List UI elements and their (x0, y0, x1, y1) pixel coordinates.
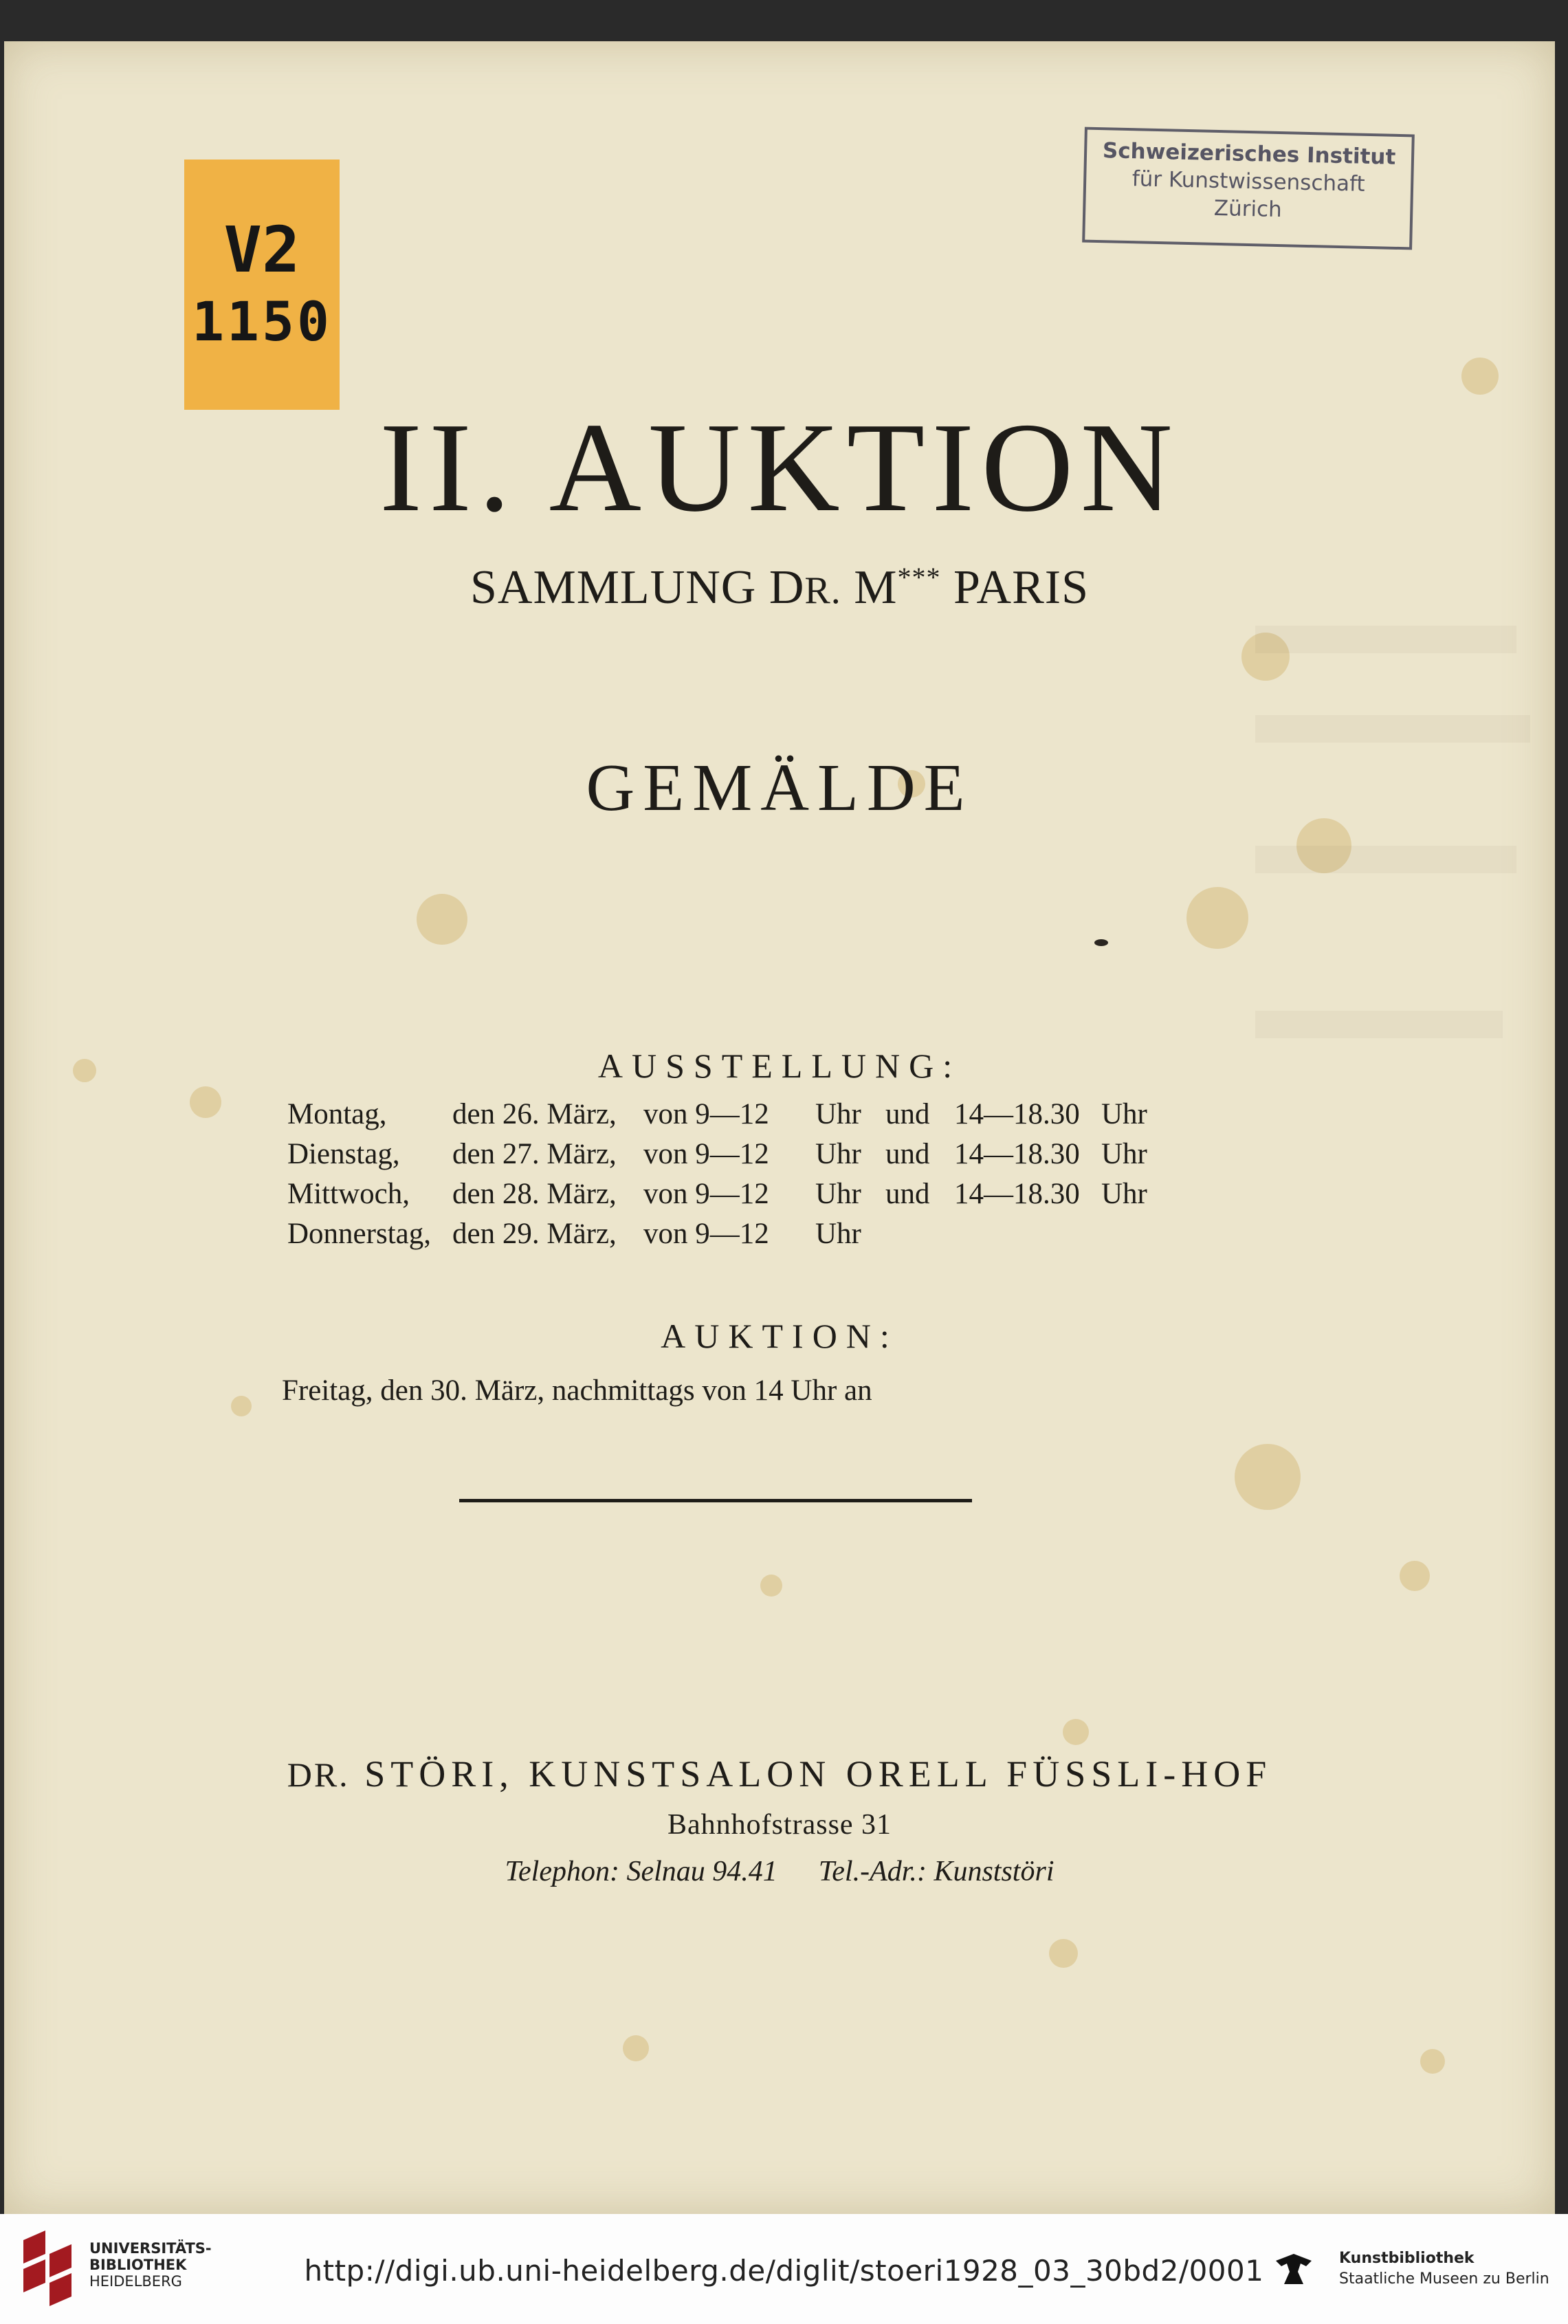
schedule-date: den 29. März, (452, 1218, 617, 1250)
schedule-morning: von 9—12 (643, 1098, 769, 1130)
publisher-contact: Telephon: Selnau 94.41 Tel.-Adr.: Kunststöri (505, 1856, 1054, 1887)
schedule-morning: von 9—12 (643, 1138, 769, 1170)
publisher-title: STÖRI, KUNSTSALON ORELL FÜSSLI-HOF (364, 1753, 1272, 1795)
shelfmark-line2: 1150 (192, 292, 332, 353)
schedule-uhr: Uhr (1101, 1178, 1147, 1210)
shelfmark-line1: V2 (223, 213, 300, 287)
foxing-spot (623, 2035, 649, 2061)
auction-time (4, 1374, 1555, 1412)
foxing-spot (1049, 1939, 1078, 1968)
foxing-spot (1186, 887, 1248, 949)
category-heading: GEMÄLDE (586, 751, 973, 825)
stamp-line2: für Kunstwissenschaft (1131, 166, 1366, 197)
collection-line (4, 549, 1555, 620)
auction-time-text: Freitag, den 30. März, nachmittags von 14 Uhr an (282, 1374, 872, 1407)
schedule-date: den 28. März, (452, 1178, 617, 1210)
eagle-logo-icon (1273, 2248, 1314, 2290)
divider-rule (459, 1499, 972, 1502)
page-title: II. AUKTION (379, 397, 1180, 538)
institute-stamp (1082, 127, 1415, 250)
schedule-uhr: Uhr (815, 1218, 861, 1250)
foxing-spot (190, 1086, 221, 1118)
schedule-afternoon: 14—18.30 (954, 1138, 1080, 1170)
kb-line1: Kunstbibliothek (1339, 2250, 1475, 2267)
foxing-spot (1400, 1561, 1430, 1591)
schedule-uhr: Uhr (1101, 1138, 1147, 1170)
show-through-line (1255, 715, 1530, 743)
schedule-und: und (885, 1138, 930, 1170)
foxing-spot (417, 894, 467, 945)
telephone-number: Selnau 94.41 (626, 1856, 777, 1887)
foxing-spot (760, 1575, 782, 1597)
publisher-street: Bahnhofstrasse 31 (667, 1809, 892, 1841)
schedule-uhr: Uhr (1101, 1098, 1147, 1130)
schedule-day: Montag, (287, 1098, 387, 1130)
ink-speck (1094, 939, 1108, 946)
tel-address: Kunststöri (934, 1856, 1054, 1887)
schedule-date: den 26. März, (452, 1098, 617, 1130)
foxing-spot (1420, 2049, 1445, 2074)
schedule-date: den 27. März, (452, 1138, 617, 1170)
publisher-prefix: DR. (287, 1755, 350, 1794)
schedule-uhr: Uhr (815, 1138, 861, 1170)
collection-prefix: SAMMLUNG (470, 561, 769, 614)
schedule-uhr: Uhr (815, 1098, 861, 1130)
schedule-day: Mittwoch, (287, 1178, 410, 1210)
publisher-name (4, 1752, 1555, 1797)
foxing-spot (1235, 1444, 1301, 1510)
show-through-line (1255, 846, 1516, 873)
show-through-line (1255, 1011, 1503, 1038)
kb-line2: Staatliche Museen zu Berlin (1339, 2270, 1549, 2288)
collection-dr-initial: D (769, 561, 805, 614)
schedule-day: Dienstag, (287, 1138, 400, 1170)
schedule-uhr: Uhr (815, 1178, 861, 1210)
show-through-line (1255, 626, 1516, 653)
schedule-und: und (885, 1098, 930, 1130)
tel-address-label: Tel.-Adr. (818, 1856, 917, 1887)
schedule-und: und (885, 1178, 930, 1210)
digitization-footer (0, 2214, 1568, 2324)
ub-line2: BIBLIOTHEK (89, 2257, 187, 2273)
schedule-afternoon: 14—18.30 (954, 1178, 1080, 1210)
collection-name: M (841, 561, 898, 614)
schedule-morning: von 9—12 (643, 1178, 769, 1210)
ub-line1: UNIVERSITÄTS- (89, 2240, 212, 2257)
catalog-page (4, 41, 1555, 2214)
stamp-line3: Zürich (1213, 195, 1283, 223)
foxing-spot (1063, 1719, 1089, 1745)
collection-city: PARIS (940, 561, 1090, 614)
foxing-spot (1461, 358, 1499, 395)
ub-line3: HEIDELBERG (89, 2273, 182, 2290)
permalink-url[interactable]: http://digi.ub.uni-heidelberg.de/diglit/stoeri1928_03_30bd2/0001 (304, 2254, 1264, 2288)
shelfmark-label (184, 160, 340, 410)
collection-stars: *** (897, 562, 941, 593)
stamp-line1: Schweizerisches Institut (1102, 138, 1396, 170)
exhibition-heading: AUSSTELLUNG: (597, 1046, 962, 1085)
telephone-label: Telephon (505, 1856, 610, 1887)
schedule-morning: von 9—12 (643, 1218, 769, 1250)
schedule-afternoon: 14—18.30 (954, 1098, 1080, 1130)
schedule-day: Donnerstag, (287, 1218, 431, 1250)
art-library-name (1339, 2248, 1549, 2290)
auction-heading: AUKTION: (661, 1317, 898, 1355)
collection-dr-rest: R. (804, 569, 841, 612)
